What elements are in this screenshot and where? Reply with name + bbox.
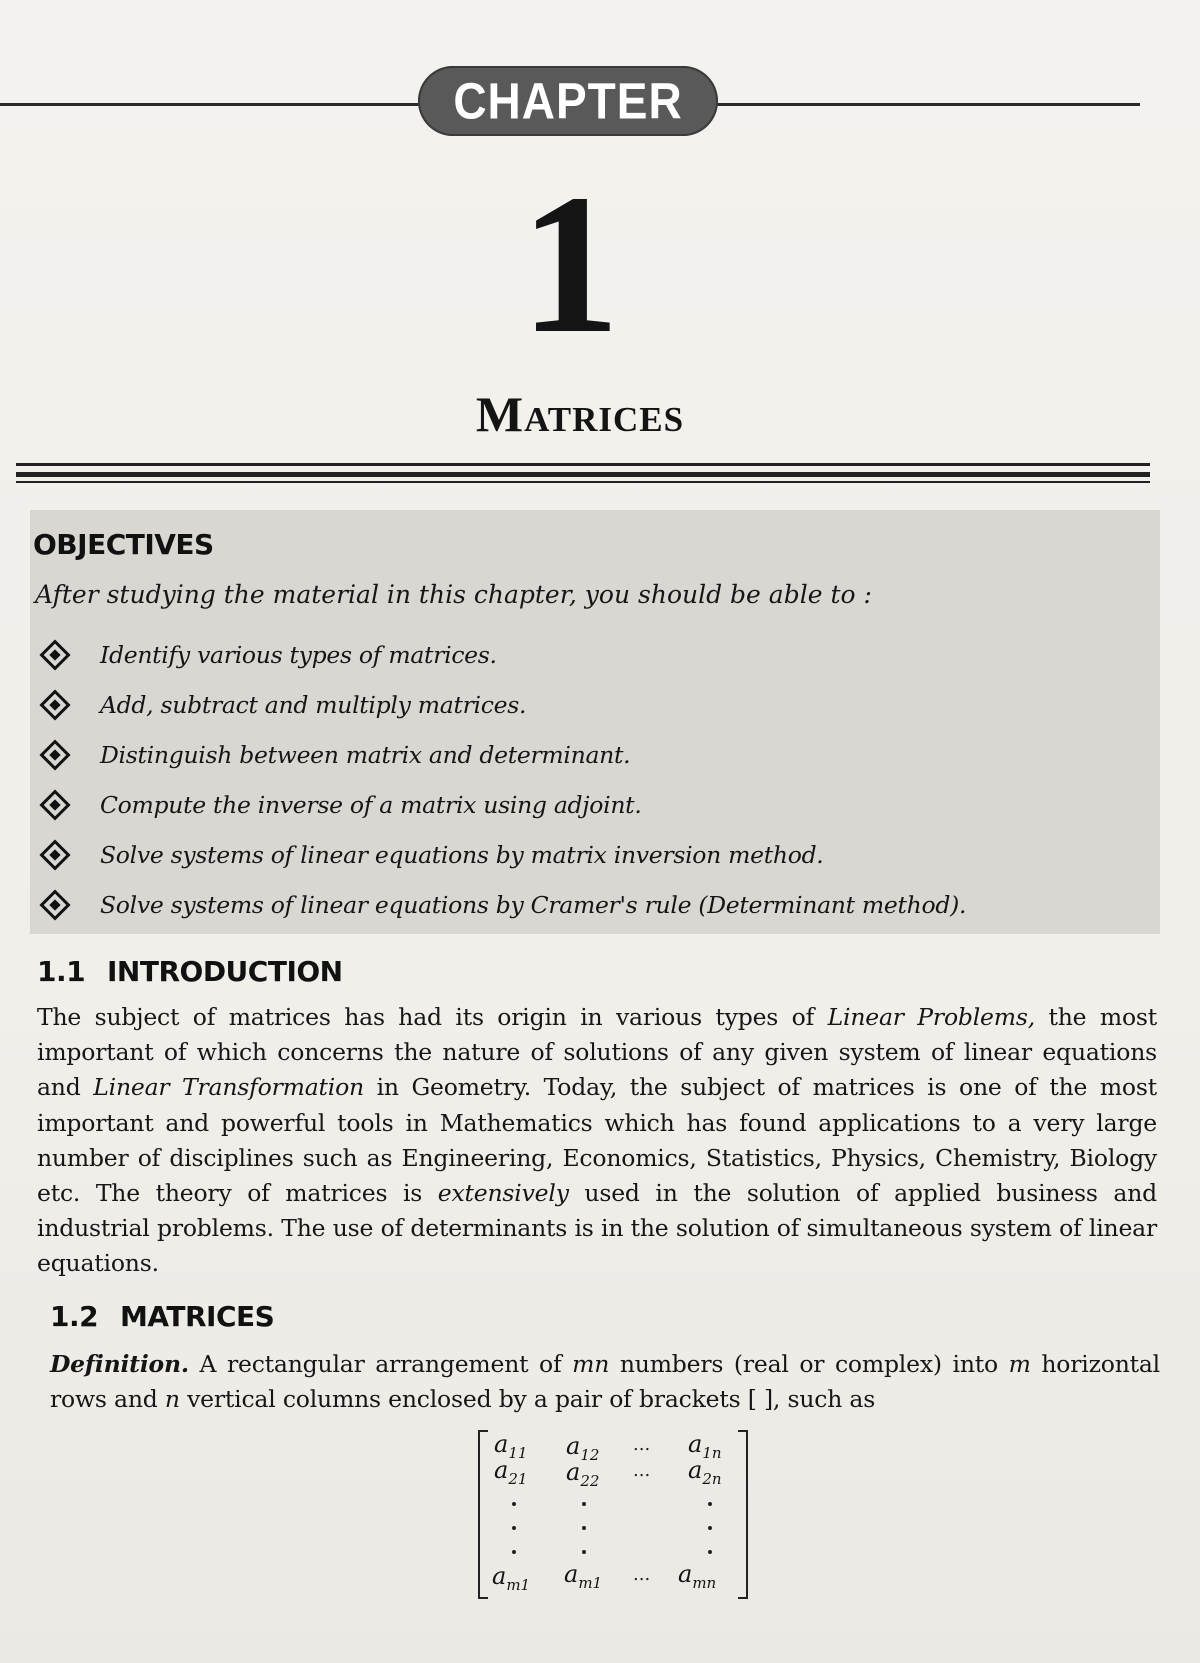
- diamond-bullet-icon: [39, 789, 70, 820]
- objective-text: Add, subtract and multiply matrices.: [100, 691, 527, 719]
- chapter-badge: [418, 66, 718, 136]
- section-title: MATRICES: [120, 1300, 275, 1333]
- paragraph-text: the most important of which concerns the nature of solutions of any given system of linear equations and: [37, 1003, 1157, 1102]
- list-item: [40, 680, 966, 730]
- list-item: [40, 730, 966, 780]
- chapter-rule-left: [0, 103, 440, 106]
- section-heading-matrices: [50, 1300, 274, 1333]
- list-item: [40, 830, 966, 880]
- diamond-bullet-icon: [39, 739, 70, 770]
- matrix-entry: $a_{m1}$: [492, 1562, 531, 1594]
- list-item: [40, 880, 966, 930]
- vertical-dot: [582, 1502, 586, 1506]
- objective-text: Solve systems of linear equations by matrix inversion method.: [100, 841, 824, 869]
- list-item: [40, 630, 966, 680]
- section-number: 1.1: [37, 955, 86, 988]
- title-rule-bottom: [16, 481, 1150, 483]
- matrix-entry: $a_{12}$: [566, 1432, 600, 1464]
- paragraph-text: The subject of matrices has had its origin in various types of: [37, 1003, 828, 1031]
- horizontal-ellipsis: ...: [633, 1434, 651, 1455]
- paragraph-text: in Geometry. Today, the subject of matrices is one of the most important and powerful tools in Mathematics which has found applications to a very large number of disciplines such as Engineering, Economics, Statistics, Physics, Chemistry, Biology etc. The theory of matrices is: [37, 1073, 1157, 1208]
- matrix-entry: $a_{21}$: [494, 1456, 528, 1488]
- chapter-rule-right: [700, 103, 1140, 106]
- list-item: [40, 780, 966, 830]
- horizontal-ellipsis: ...: [633, 1564, 651, 1585]
- emphasis-text: extensively: [437, 1179, 569, 1208]
- paragraph-text: horizontal rows and: [50, 1350, 1161, 1413]
- definition-label: Definition.: [50, 1350, 189, 1378]
- general-matrix: [478, 1430, 748, 1595]
- chapter-title: Matrices: [475, 386, 685, 442]
- vertical-dot: [708, 1550, 712, 1554]
- diamond-bullet-icon: [39, 839, 70, 870]
- section-title: INTRODUCTION: [107, 955, 343, 988]
- chapter-number: 1: [520, 154, 620, 375]
- diamond-bullet-icon: [39, 639, 70, 670]
- paragraph-text: numbers (real or complex) into: [609, 1350, 1009, 1378]
- title-rule-top: [16, 463, 1150, 466]
- left-bracket: [478, 1430, 488, 1599]
- vertical-dot: [512, 1502, 516, 1506]
- paragraph-text: vertical columns enclosed by a pair of brackets [ ], such as: [179, 1385, 876, 1413]
- objectives-box: [30, 510, 1160, 934]
- definition-paragraph: [50, 1347, 1160, 1417]
- title-rule-middle: [16, 472, 1150, 477]
- vertical-dot: [708, 1502, 712, 1506]
- paragraph-text: A rectangular arrangement of: [188, 1350, 573, 1378]
- chapter-label: CHAPTER: [453, 72, 683, 130]
- matrix-entry: $a_{11}$: [494, 1430, 528, 1462]
- vertical-dot: [512, 1526, 516, 1530]
- vertical-dot: [512, 1550, 516, 1554]
- right-bracket: [738, 1430, 748, 1599]
- vertical-dot: [582, 1526, 586, 1530]
- diamond-bullet-icon: [39, 689, 70, 720]
- emphasis-text: Linear Problems,: [827, 1003, 1035, 1031]
- matrix-entry: $a_{2n}$: [688, 1456, 722, 1488]
- objectives-heading: OBJECTIVES: [33, 528, 214, 561]
- objectives-intro: After studying the material in this chapter, you should be able to :: [35, 580, 872, 609]
- paragraph-text: used in the solution of applied business and industrial problems. The use of determinants is in the solution of simultaneous system of linear equations.: [37, 1179, 1157, 1278]
- section-number: 1.2: [50, 1300, 99, 1333]
- emphasis-text: Linear Transformation: [93, 1073, 364, 1102]
- emphasis-text: m: [1008, 1350, 1031, 1378]
- vertical-dot: [582, 1550, 586, 1554]
- diamond-bullet-icon: [39, 889, 70, 920]
- matrix-entry: $a_{m1}$: [564, 1560, 603, 1592]
- objective-text: Compute the inverse of a matrix using adjoint.: [100, 791, 642, 819]
- horizontal-ellipsis: ...: [633, 1460, 651, 1481]
- objective-text: Solve systems of linear equations by Cramer's rule (Determinant method).: [100, 891, 967, 919]
- objective-text: Identify various types of matrices.: [100, 641, 497, 669]
- emphasis-text: n: [164, 1385, 180, 1413]
- objective-text: Distinguish between matrix and determinant.: [100, 741, 631, 769]
- matrix-entry: $a_{22}$: [566, 1458, 600, 1490]
- section-heading-introduction: [37, 955, 343, 988]
- introduction-paragraph: [37, 1000, 1157, 1282]
- objectives-list: [40, 630, 966, 930]
- vertical-dot: [708, 1526, 712, 1530]
- matrix-entry: $a_{mn}$: [678, 1560, 717, 1592]
- matrix-entry: $a_{1n}$: [688, 1430, 722, 1462]
- emphasis-text: mn: [572, 1350, 610, 1378]
